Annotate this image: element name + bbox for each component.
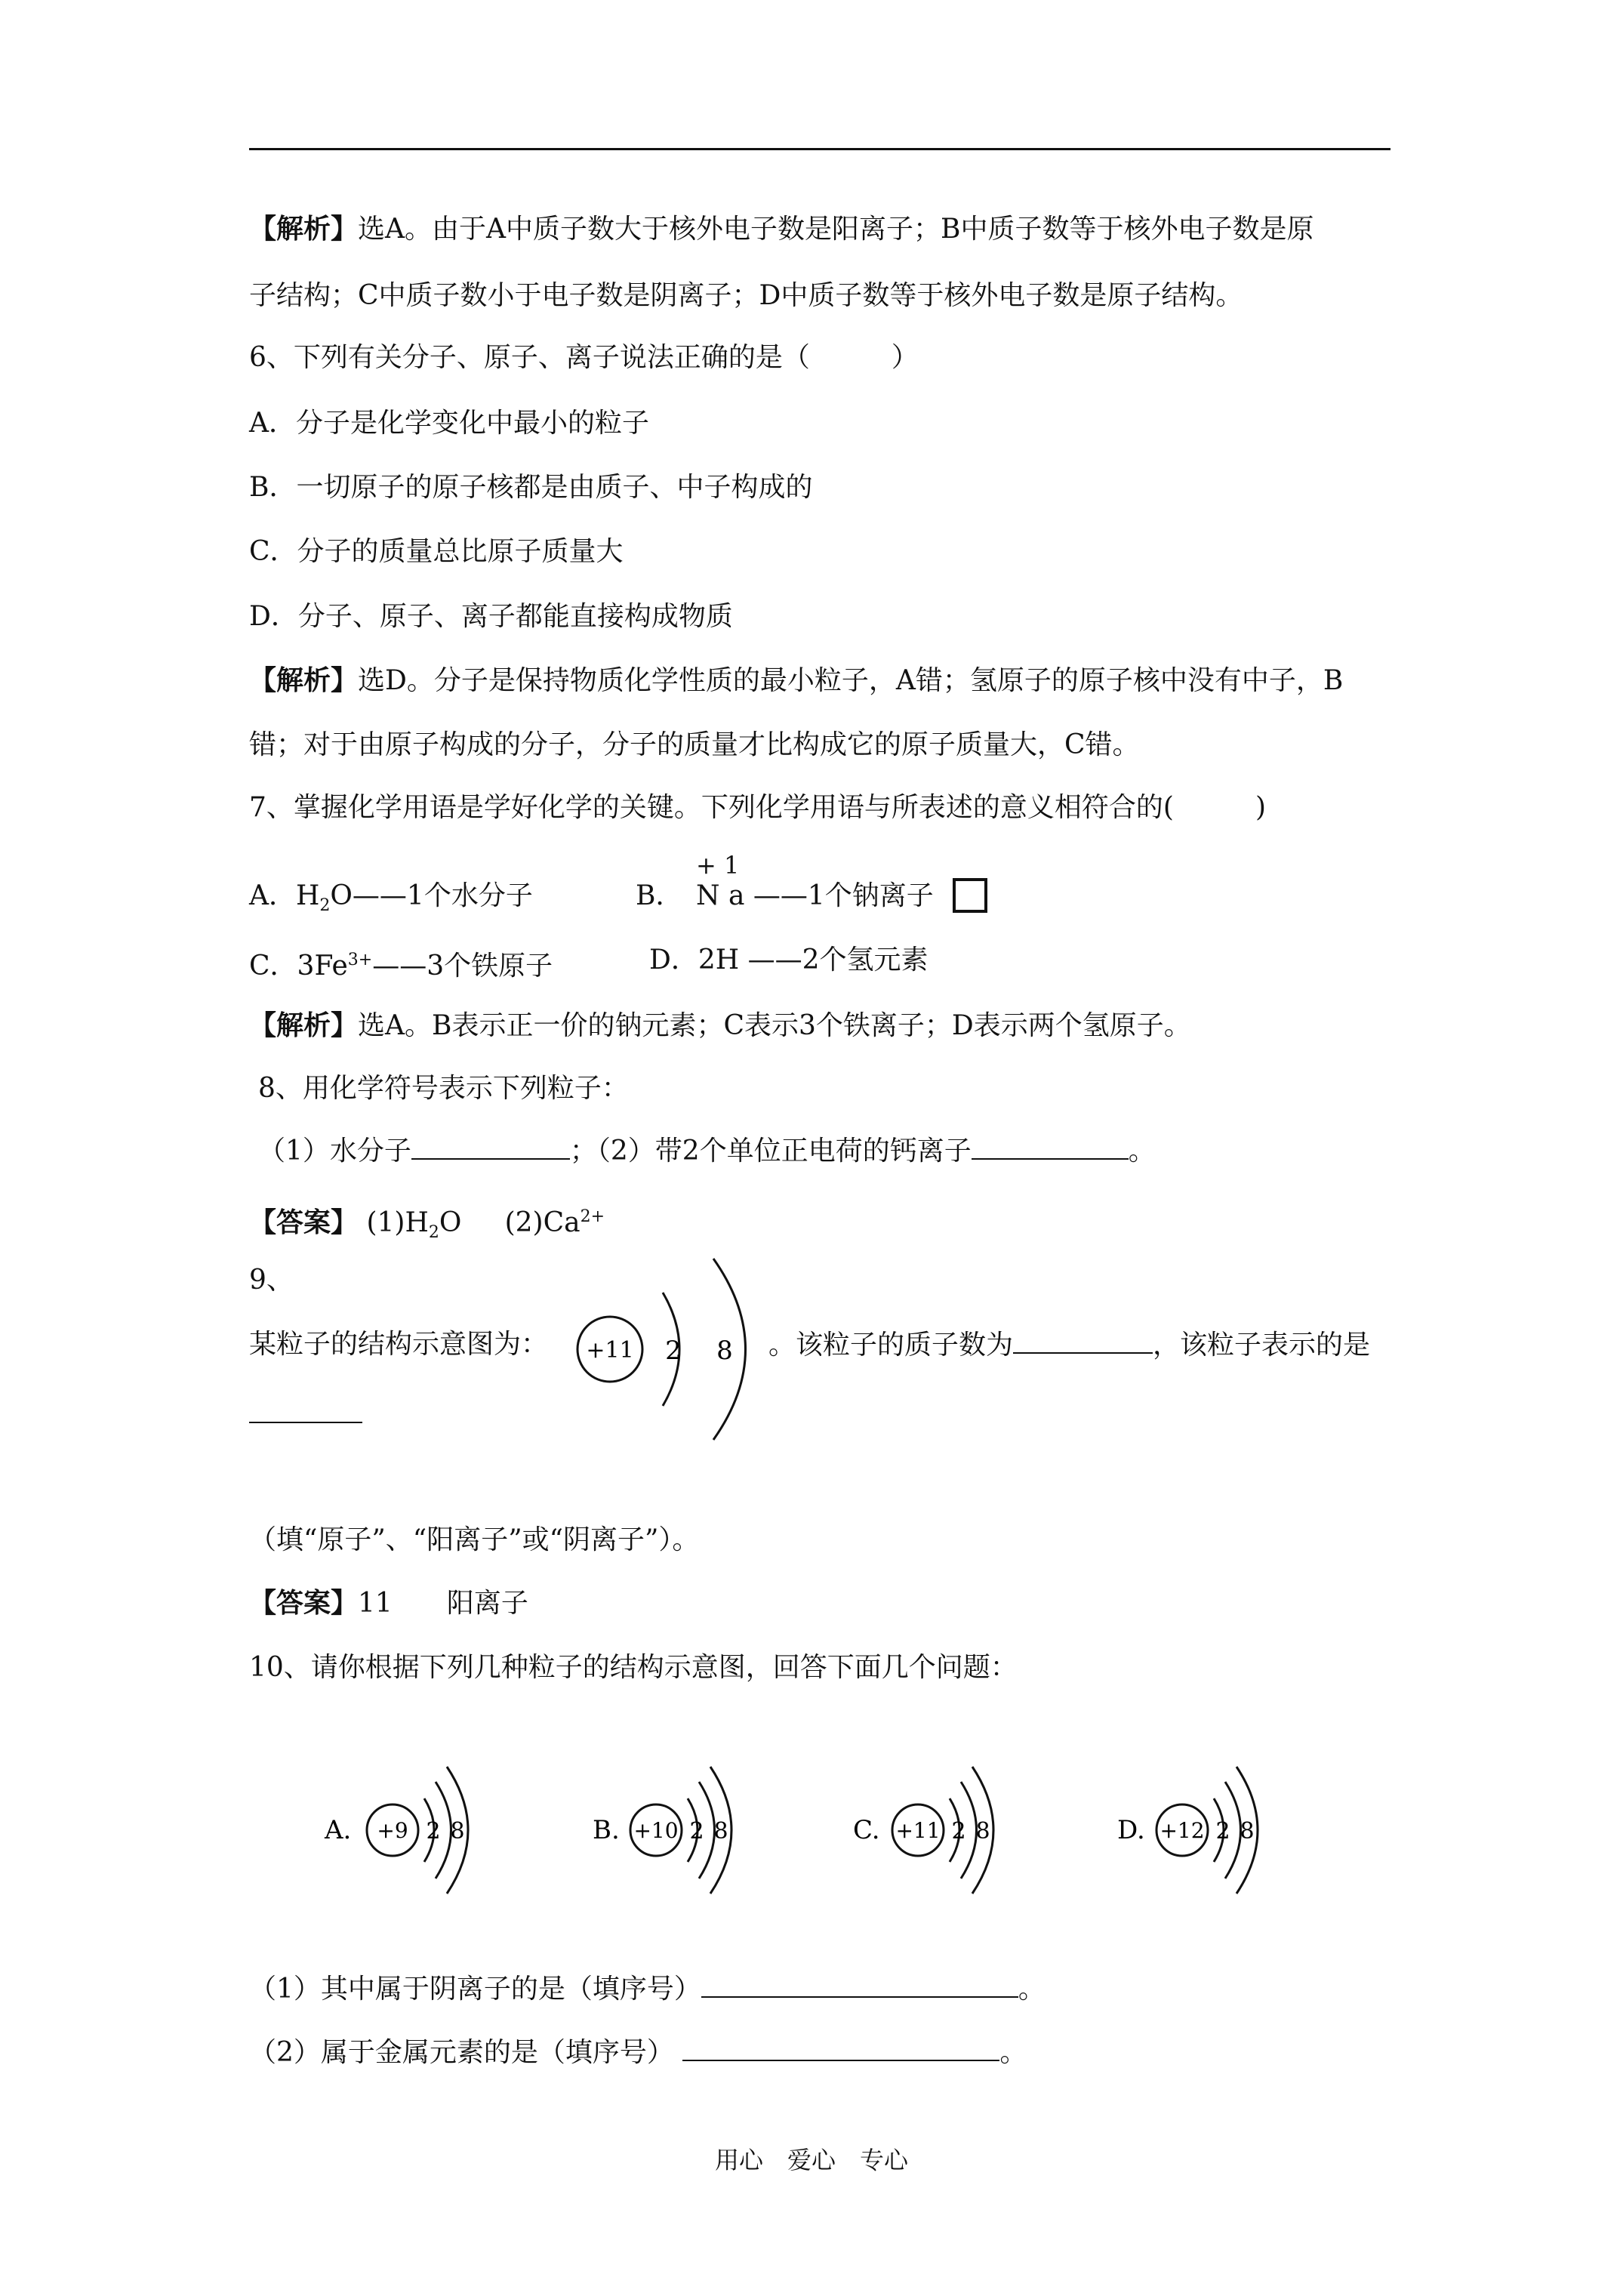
q7-option-b-label: B．	[636, 880, 683, 911]
q10-stem: 10、请你根据下列几种粒子的结构示意图，回答下面几个问题：	[249, 1652, 1018, 1683]
q6-option-a: A．分子是化学变化中最小的粒子	[249, 408, 649, 439]
answer-tag: 【答案】	[249, 1588, 359, 1619]
q8-stem: 8、用化学符号表示下列粒子：	[258, 1073, 629, 1104]
answer-text: 11 阳离子	[358, 1588, 528, 1619]
analysis-text: 选D。分子是保持物质化学性质的最小粒子，A错；氢原子的原子核中没有中子，B	[358, 665, 1344, 696]
analysis-text: 选A。由于A中质子数大于核外电子数是阳离子；B中质子数等于核外电子数是原	[358, 214, 1314, 245]
q9-stem-rest	[768, 1327, 1370, 1364]
q9-atom-diagram	[574, 1247, 747, 1474]
q7-option-d: D．2H ——2个氢元素	[649, 945, 929, 975]
q9-hint: （填“原子”、“阳离子”或“阴离子”）。	[249, 1524, 700, 1555]
answer-blank[interactable]	[701, 1971, 1018, 1998]
q7-option-b-valence: + 1	[696, 851, 740, 880]
q6-analysis-line-1	[249, 663, 1343, 699]
answer-blank[interactable]	[411, 1133, 570, 1160]
answer-blank[interactable]	[1013, 1327, 1153, 1354]
nucleus-charge: +9	[377, 1818, 408, 1843]
nucleus-charge: +11	[895, 1818, 941, 1843]
q6-option-b: B．一切原子的原子核都是由质子、中子构成的	[249, 472, 813, 503]
option-text: C．3Fe	[249, 951, 348, 982]
atom-diagram-b	[593, 1759, 789, 1895]
diagram-label: D.	[1117, 1815, 1145, 1845]
analysis-tag: 【解析】	[249, 214, 359, 245]
option-text: ——3个铁原子	[372, 951, 553, 982]
shell-2-electrons: 8	[713, 1818, 728, 1845]
answer-text: O	[439, 1207, 462, 1238]
nucleus-charge: +11	[586, 1337, 634, 1364]
shell-2-electrons: 8	[450, 1818, 465, 1845]
diagram-label: A.	[325, 1815, 352, 1845]
diagram-label: B.	[593, 1815, 620, 1845]
q6-analysis-line-2: 错；对于由原子构成的分子，分子的质量才比构成它的原子质量大，C错。	[249, 729, 1140, 760]
question-text: （2）属于金属元素的是（填序号）	[249, 2037, 674, 2068]
superscript: 2+	[580, 1207, 605, 1226]
question-text: ，该粒子表示的是	[1153, 1330, 1371, 1361]
shell-2-electrons: 8	[716, 1336, 733, 1366]
subscript: 2	[319, 896, 331, 916]
q10-sub-1	[249, 1971, 1046, 2008]
q10-sub-2	[249, 2034, 1027, 2071]
q7-option-c	[249, 942, 553, 985]
question-text: 。	[1018, 1974, 1046, 2005]
answer-tag: 【答案】	[249, 1207, 359, 1238]
nucleus-charge: +10	[633, 1818, 679, 1843]
diagram-label: C.	[853, 1815, 880, 1845]
q7-analysis	[249, 1008, 1191, 1044]
analysis-tag: 【解析】	[249, 1010, 359, 1041]
page-footer: 用心 爱心 专心	[714, 2146, 908, 2174]
shell-2-electrons: 8	[975, 1818, 990, 1845]
atom-diagram-d	[1117, 1759, 1313, 1895]
q6-option-d: D．分子、原子、离子都能直接构成物质	[249, 601, 733, 632]
q9-stem-start: 某粒子的结构示意图为：	[249, 1329, 549, 1360]
header-rule	[249, 148, 1390, 150]
option-text: ——1个钠离子	[753, 880, 934, 911]
q5-analysis-line-1	[249, 211, 1313, 248]
question-text: （1）其中属于阴离子的是（填序号）	[249, 1974, 701, 2005]
option-text: A．H	[249, 880, 320, 911]
shell-1-electrons: 2	[426, 1818, 441, 1845]
option-text: O——1个水分子	[330, 880, 533, 911]
checkbox-square[interactable]	[953, 878, 987, 913]
subscript: 2	[428, 1223, 439, 1243]
question-text: 。	[1128, 1136, 1156, 1166]
shell-1-electrons: 2	[665, 1336, 682, 1366]
q9-number: 9、	[249, 1265, 294, 1296]
answer-text: (2)Ca	[504, 1207, 581, 1238]
q7-option-b-symbol	[696, 878, 934, 914]
q7-option-a	[249, 878, 533, 924]
question-text: ；（2）带2个单位正电荷的钙离子	[569, 1136, 972, 1166]
question-text: 。	[999, 2037, 1027, 2068]
shell-1-electrons: 2	[951, 1818, 966, 1845]
q8-parts	[258, 1133, 1156, 1170]
q8-answer	[249, 1199, 605, 1251]
analysis-tag: 【解析】	[249, 665, 359, 696]
q6-option-c: C．分子的质量总比原子质量大	[249, 536, 624, 567]
answer-blank[interactable]	[682, 2034, 999, 2061]
question-text: 。该粒子的质子数为	[768, 1330, 1014, 1361]
answer-blank[interactable]	[249, 1422, 362, 1423]
superscript: 3+	[347, 951, 373, 969]
nucleus-charge: +12	[1160, 1818, 1205, 1843]
analysis-text: 选A。B表示正一价的钠元素；C表示3个铁离子；D表示两个氢原子。	[358, 1010, 1191, 1041]
answer-blank[interactable]	[972, 1133, 1129, 1160]
shell-1-electrons: 2	[1215, 1818, 1230, 1845]
question-text: （1）水分子	[258, 1136, 411, 1166]
q5-analysis-line-2: 子结构；C中质子数小于电子数是阴离子；D中质子数等于核外电子数是原子结构。	[249, 280, 1243, 311]
shell-2-electrons: 8	[1240, 1818, 1255, 1845]
atom-diagram-a	[325, 1759, 521, 1895]
q7-stem: 7、掌握化学用语是学好化学的关键。下列化学用语与所表述的意义相符合的( )	[249, 792, 1266, 823]
element-symbol: N a	[696, 880, 745, 911]
atom-diagram-c	[853, 1759, 1049, 1895]
shell-1-electrons: 2	[689, 1818, 704, 1845]
answer-text: (1)H	[366, 1207, 429, 1238]
q9-answer	[249, 1586, 528, 1622]
q6-stem: 6、下列有关分子、原子、离子说法正确的是（ ）	[249, 342, 919, 373]
